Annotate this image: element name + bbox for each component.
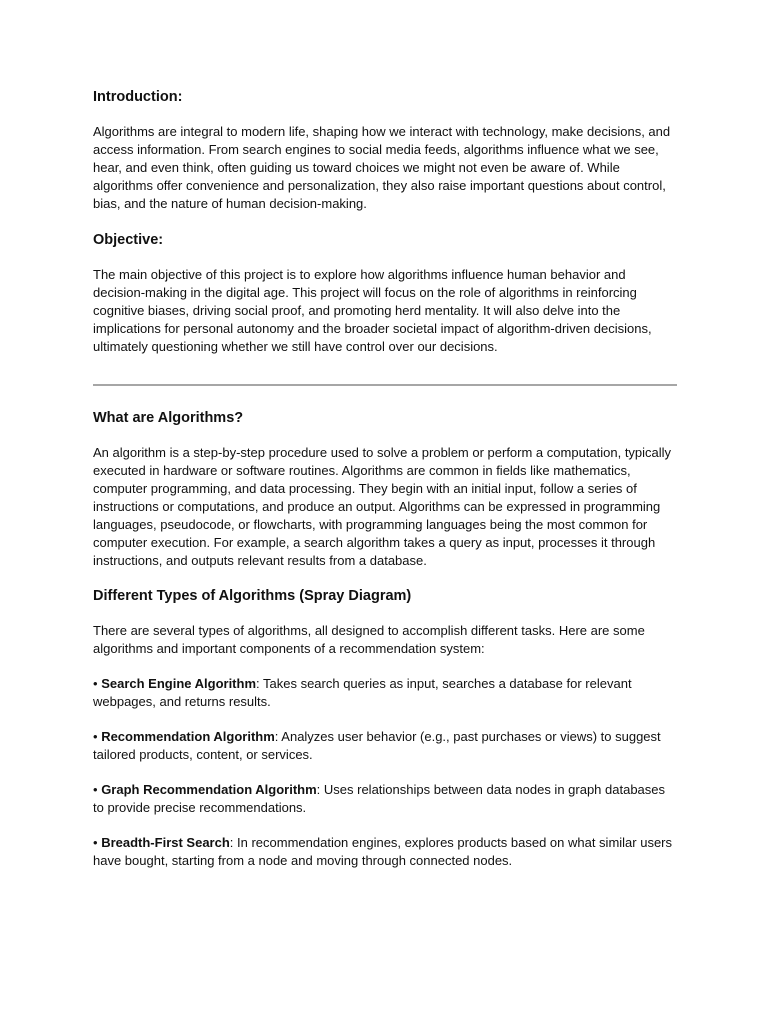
document-page: [93, 87, 678, 870]
list-item-description: : In recommendation engines, explores products based on what similar users have bought, starting from a node and moving through connected nodes.: [93, 835, 673, 868]
bullet-glyph: •: [93, 729, 98, 744]
algorithm-types-intro: There are several types of algorithms, all designed to accomplish different tasks. Here are some algorithms and important components of a recommendation system:: [93, 623, 645, 656]
what-are-algorithms-paragraph: An algorithm is a step-by-step procedure used to solve a problem or perform a computation, typically executed in hardware or software routines. Algorithms are common in fields like mathematics, computer programming, and data processing. They begin with an initial input, follow a series of instructions or computations, and produce an output. Algorithms can be expressed in programming languages, pseudocode, or flowcharts, with programming languages being the most common for computer execution. For example, a search algorithm takes a query as input, processes it through instructions, and outputs relevant results from a database.: [93, 445, 672, 568]
introduction-paragraph: Algorithms are integral to modern life, shaping how we interact with technology, make decisions, and access information. From search engines to social media feeds, algorithms influence what we see, hear, and even think, often guiding us toward choices we might not even be aware of. While algorithms offer convenience and personalization, they also raise important questions about control, bias, and the nature of human decision-making.: [93, 124, 671, 211]
objective-heading: Objective:: [93, 232, 164, 248]
list-item-term: Graph Recommendation Algorithm: [101, 782, 317, 797]
list-item-term: Search Engine Algorithm: [101, 676, 257, 691]
bullet-glyph: •: [93, 782, 98, 797]
list-item: [93, 834, 678, 870]
objective-paragraph: The main objective of this project is to explore how algorithms influence human behavior and decision-making in the digital age. This project will focus on the role of algorithms in reinforcing cognitive biases, driving social proof, and promoting herd mentality. It will also delve into the implications for personal autonomy and the broader societal impact of algorithm-driven decisions, ultimately questioning whether we still have control over our decisions.: [93, 267, 652, 354]
horizontal-divider: [93, 384, 677, 386]
list-item-term: Breadth-First Search: [101, 835, 230, 850]
introduction-heading: Introduction:: [93, 89, 183, 105]
bullet-glyph: •: [93, 676, 98, 691]
list-item-description: : Uses relationships between data nodes in graph databases to provide precise recommendations.: [93, 782, 666, 815]
list-item: [93, 728, 678, 764]
bullet-glyph: •: [93, 835, 98, 850]
list-item: [93, 781, 678, 817]
list-item-description: : Takes search queries as input, searches a database for relevant webpages, and returns results.: [93, 676, 632, 709]
list-item: [93, 675, 678, 711]
list-item-term: Recommendation Algorithm: [101, 729, 275, 744]
list-item-description: : Analyzes user behavior (e.g., past purchases or views) to suggest tailored products, content, or services.: [93, 729, 661, 762]
what-are-algorithms-heading: What are Algorithms?: [93, 410, 244, 426]
algorithm-types-heading: Different Types of Algorithms (Spray Diagram): [93, 588, 412, 604]
